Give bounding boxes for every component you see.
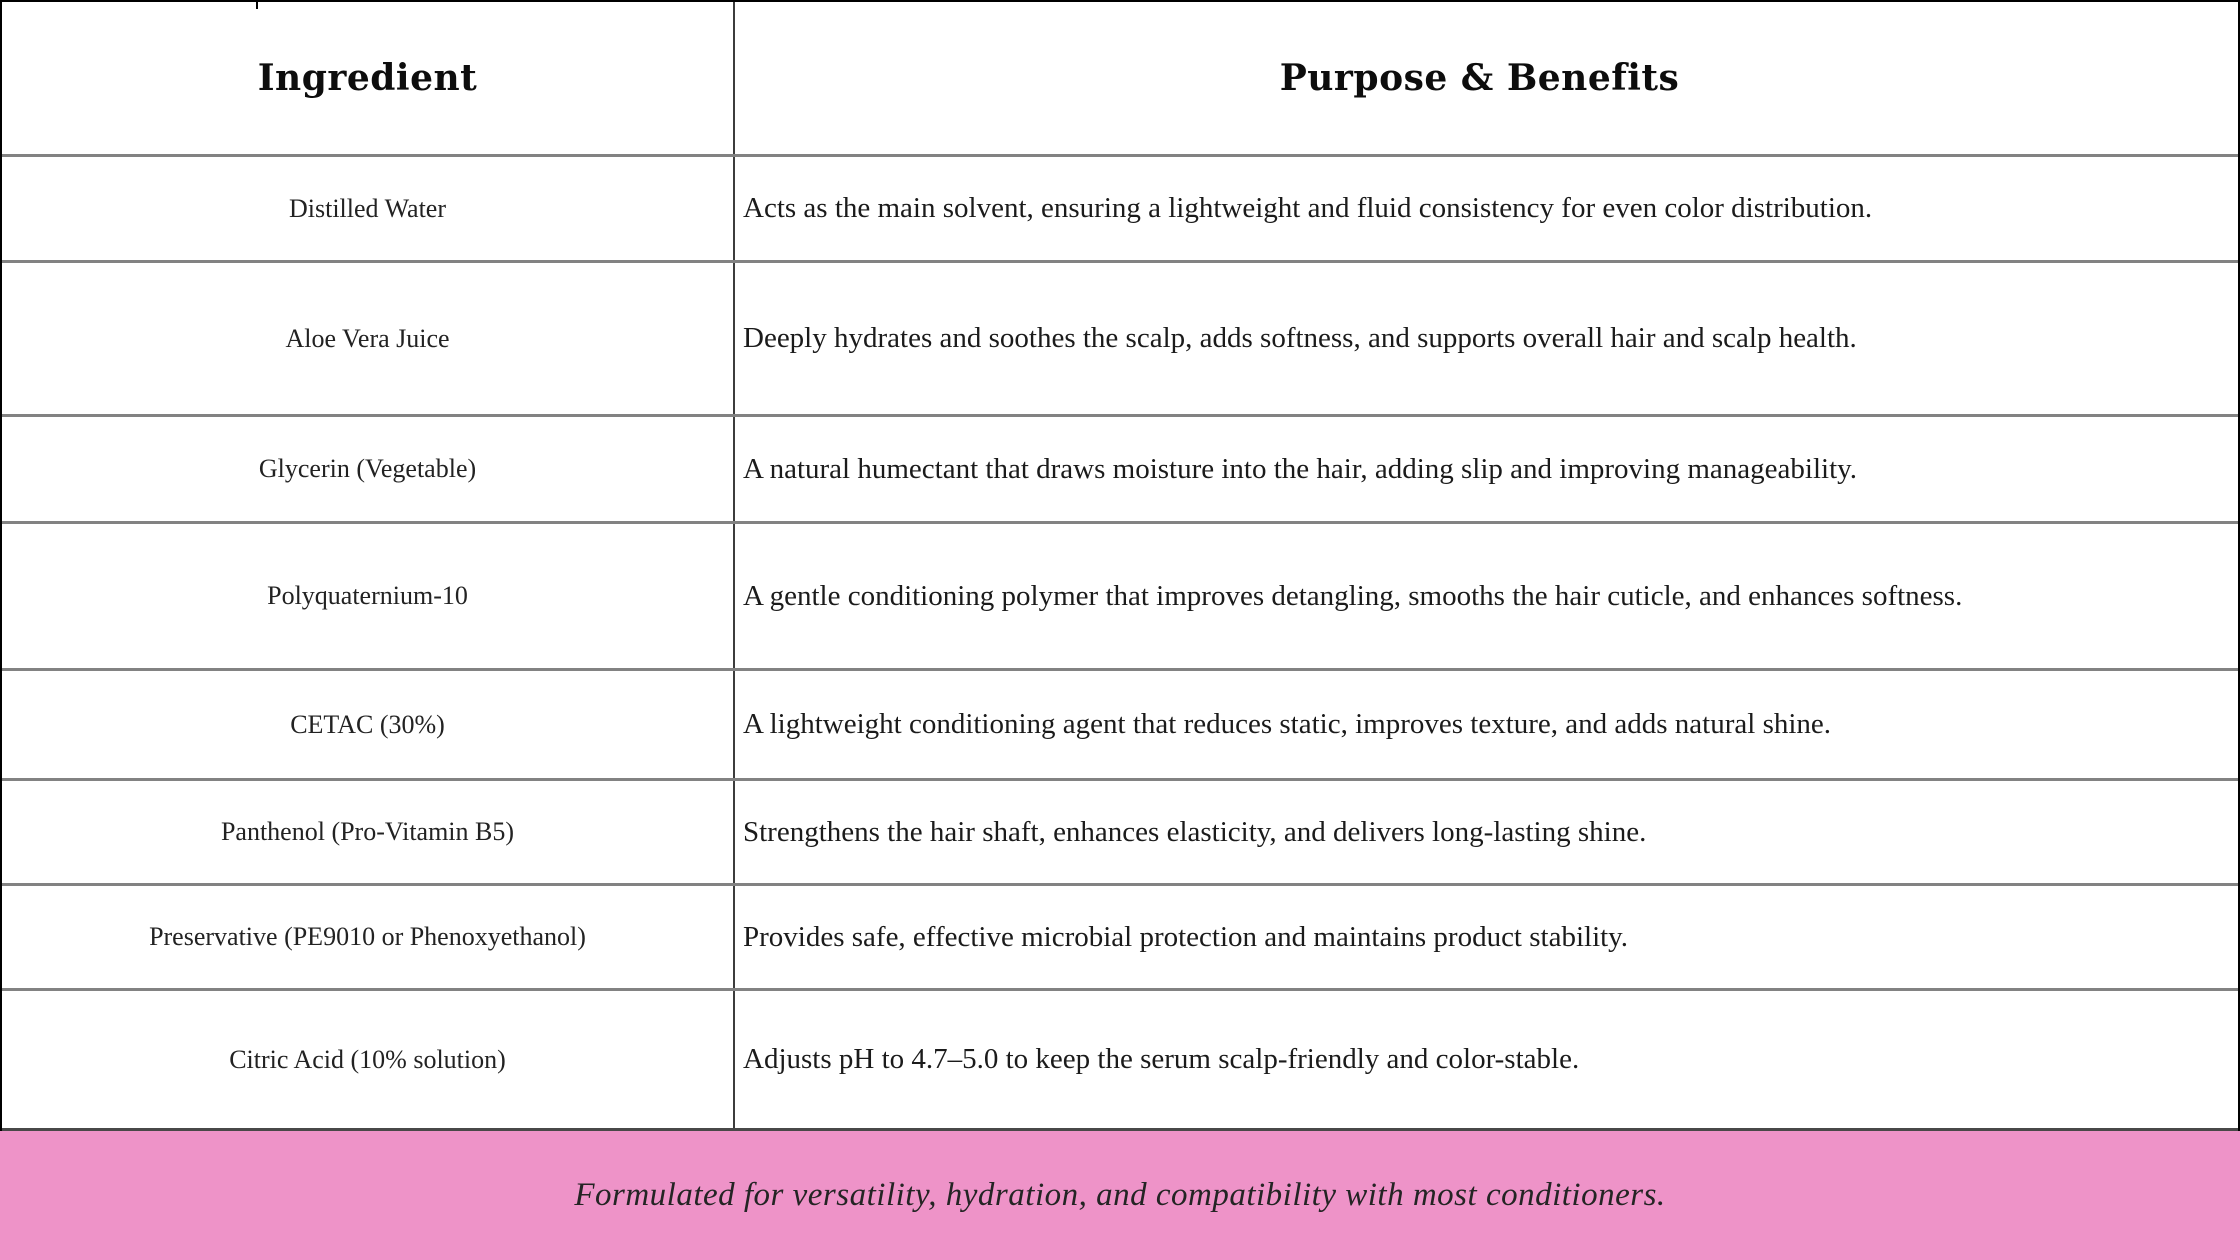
header-cell-purpose-benefits: Purpose & Benefits: [1279, 57, 1680, 99]
table-row: [2, 263, 2238, 417]
purpose-cell: Deeply hydrates and soothes the scalp, adds softness, and supports overall hair and scalp health.: [743, 322, 1857, 355]
table-row: [2, 417, 2238, 524]
stray-grid-line: [256, 0, 258, 9]
table-row: [2, 991, 2238, 1131]
purpose-cell: A lightweight conditioning agent that reduces static, improves texture, and adds natural shine.: [743, 708, 1832, 741]
ingredient-name-cell: CETAC (30%): [2, 671, 735, 778]
header-cell-ingredient: Ingredient: [2, 2, 735, 154]
table-row: [2, 781, 2238, 886]
purpose-cell: Provides safe, effective microbial protection and maintains product stability.: [743, 920, 1629, 953]
footer-note-bar: [0, 1131, 2240, 1260]
table-header-row: [2, 0, 2238, 157]
table-row: [2, 886, 2238, 991]
purpose-cell: Strengthens the hair shaft, enhances elasticity, and delivers long-lasting shine.: [743, 815, 1647, 848]
purpose-cell: A gentle conditioning polymer that improves detangling, smooths the hair cuticle, and enhances softness.: [743, 579, 1963, 612]
ingredient-name-cell: Glycerin (Vegetable): [2, 417, 735, 521]
footer-note: Formulated for versatility, hydration, and compatibility with most conditioners.: [574, 1177, 1666, 1213]
table-row: [2, 157, 2238, 263]
ingredient-name-cell: Citric Acid (10% solution): [2, 991, 735, 1128]
ingredient-name-cell: Preservative (PE9010 or Phenoxyethanol): [2, 886, 735, 988]
ingredient-name-cell: Polyquaternium-10: [2, 524, 735, 668]
table-row: [2, 524, 2238, 671]
purpose-cell: Acts as the main solvent, ensuring a lightweight and fluid consistency for even color distribution.: [743, 192, 1873, 225]
ingredient-name-cell: Aloe Vera Juice: [2, 263, 735, 414]
table-row: [2, 671, 2238, 781]
purpose-cell: A natural humectant that draws moisture into the hair, adding slip and improving manageability.: [743, 452, 1858, 485]
ingredient-name-cell: Distilled Water: [2, 157, 735, 260]
purpose-cell: Adjusts pH to 4.7–5.0 to keep the serum scalp-friendly and color-stable.: [743, 1043, 1580, 1076]
ingredient-name-cell: Panthenol (Pro-Vitamin B5): [2, 781, 735, 883]
